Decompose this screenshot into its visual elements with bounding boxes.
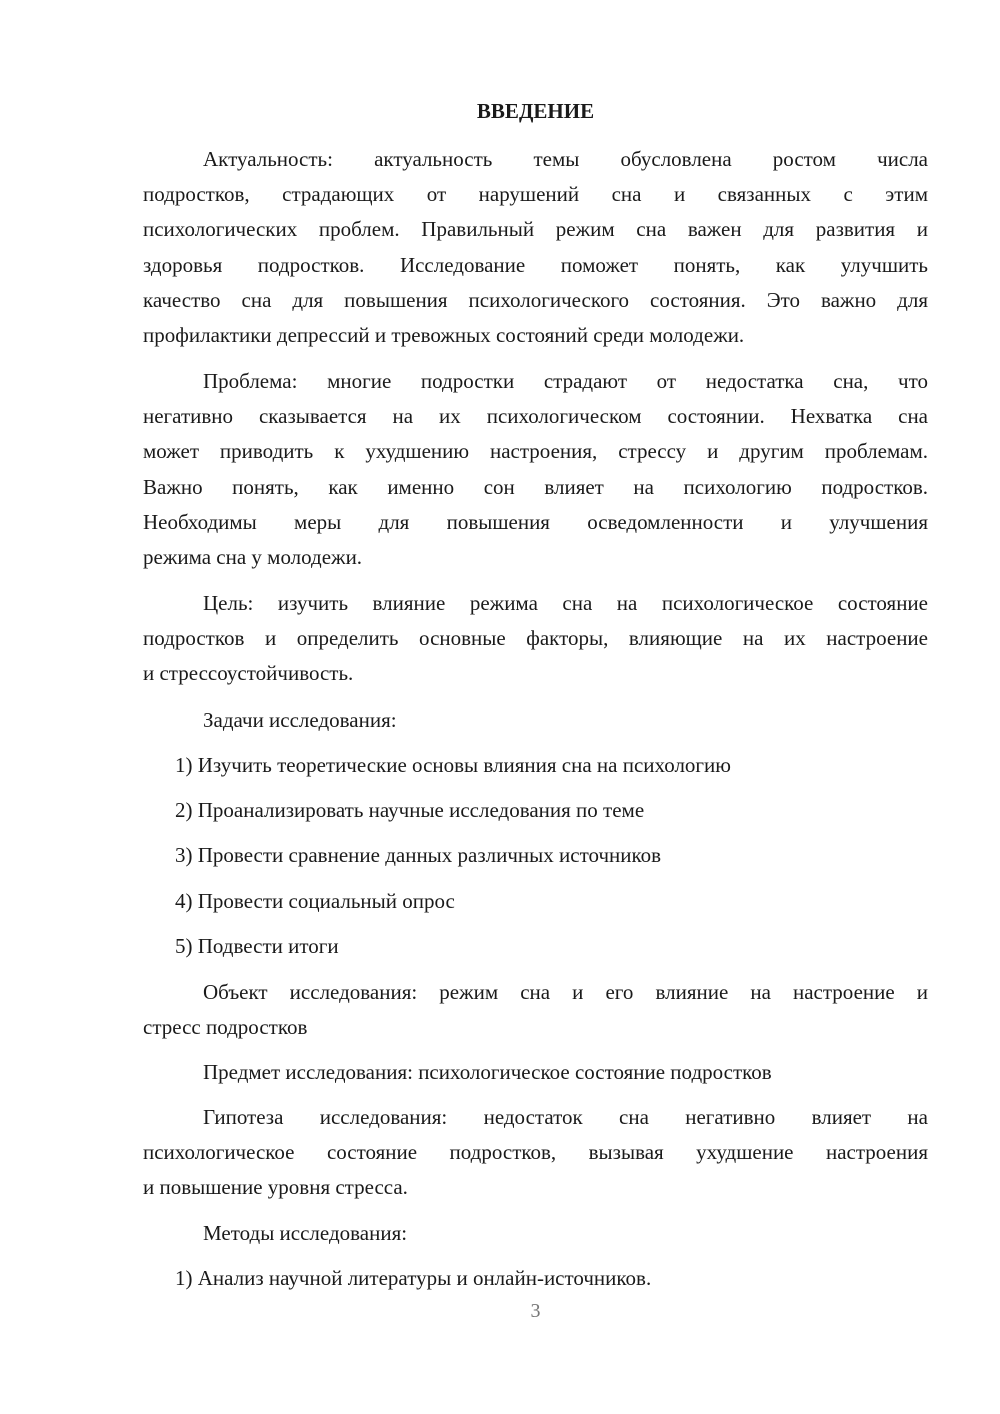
object-paragraph — [143, 975, 928, 1045]
section-title: ВВЕДЕНИЕ — [476, 99, 595, 123]
hypothesis-paragraph — [143, 1100, 928, 1206]
methods-heading: Методы исследования: — [203, 1221, 408, 1245]
text-line: психологических проблем. Правильный режим сна важен для развития и — [143, 217, 928, 242]
text-line: подростков, страдающих от нарушений сна и связанных с этим — [143, 182, 928, 207]
text-line: режима сна у молодежи. — [143, 545, 363, 570]
task-item: 4) Провести социальный опрос — [175, 889, 455, 913]
task-item: 1) Изучить теоретические основы влияния сна на психологию — [175, 753, 731, 777]
text-line: может приводить к ухудшению настроения, стрессу и другим проблемам. — [143, 439, 928, 464]
text-line: Цель: изучить влияние режима сна на психологическое состояние — [203, 591, 928, 615]
text-line: профилактики депрессий и тревожных состояний среди молодежи. — [143, 323, 745, 348]
text-line: Необходимы меры для повышения осведомленности и улучшения — [143, 509, 928, 534]
page-number: 3 — [530, 1300, 541, 1322]
text-line: и повышение уровня стресса. — [143, 1175, 408, 1200]
task-item: 3) Провести сравнение данных различных источников — [175, 843, 662, 867]
text-line: стресс подростков — [143, 1015, 308, 1040]
tasks-heading: Задачи исследования: — [203, 708, 397, 732]
text-line: Объект исследования: режим сна и его влияние на настроение и — [203, 980, 928, 1004]
text-line: психологическое состояние подростков, вызывая ухудшение настроения — [143, 1140, 928, 1165]
text-line: Важно понять, как именно сон влияет на психологию подростков. — [143, 474, 928, 499]
subject-line: Предмет исследования: психологическое состояние подростков — [203, 1060, 772, 1084]
text-line: и стрессоустойчивость. — [143, 661, 354, 686]
text-line: Актуальность: актуальность темы обусловлена ростом числа — [203, 147, 928, 171]
task-item: 2) Проанализировать научные исследования по теме — [175, 798, 645, 822]
text-line: качество сна для повышения психологического состояния. Это важно для — [143, 287, 928, 312]
text-line: подростков и определить основные факторы, влияющие на их настроение — [143, 626, 928, 651]
text-line: Гипотеза исследования: недостаток сна негативно влияет на — [203, 1105, 928, 1129]
text-line: здоровья подростков. Исследование поможет понять, как улучшить — [143, 252, 928, 277]
method-item: 1) Анализ научной литературы и онлайн-источников. — [175, 1266, 652, 1290]
goal-paragraph — [143, 586, 928, 692]
text-line: Проблема: многие подростки страдают от недостатка сна, что — [203, 369, 928, 393]
problem-paragraph — [143, 364, 928, 575]
text-line: негативно сказывается на их психологическом состоянии. Нехватка сна — [143, 404, 928, 429]
relevance-paragraph — [143, 142, 928, 353]
task-item: 5) Подвести итоги — [175, 934, 339, 958]
